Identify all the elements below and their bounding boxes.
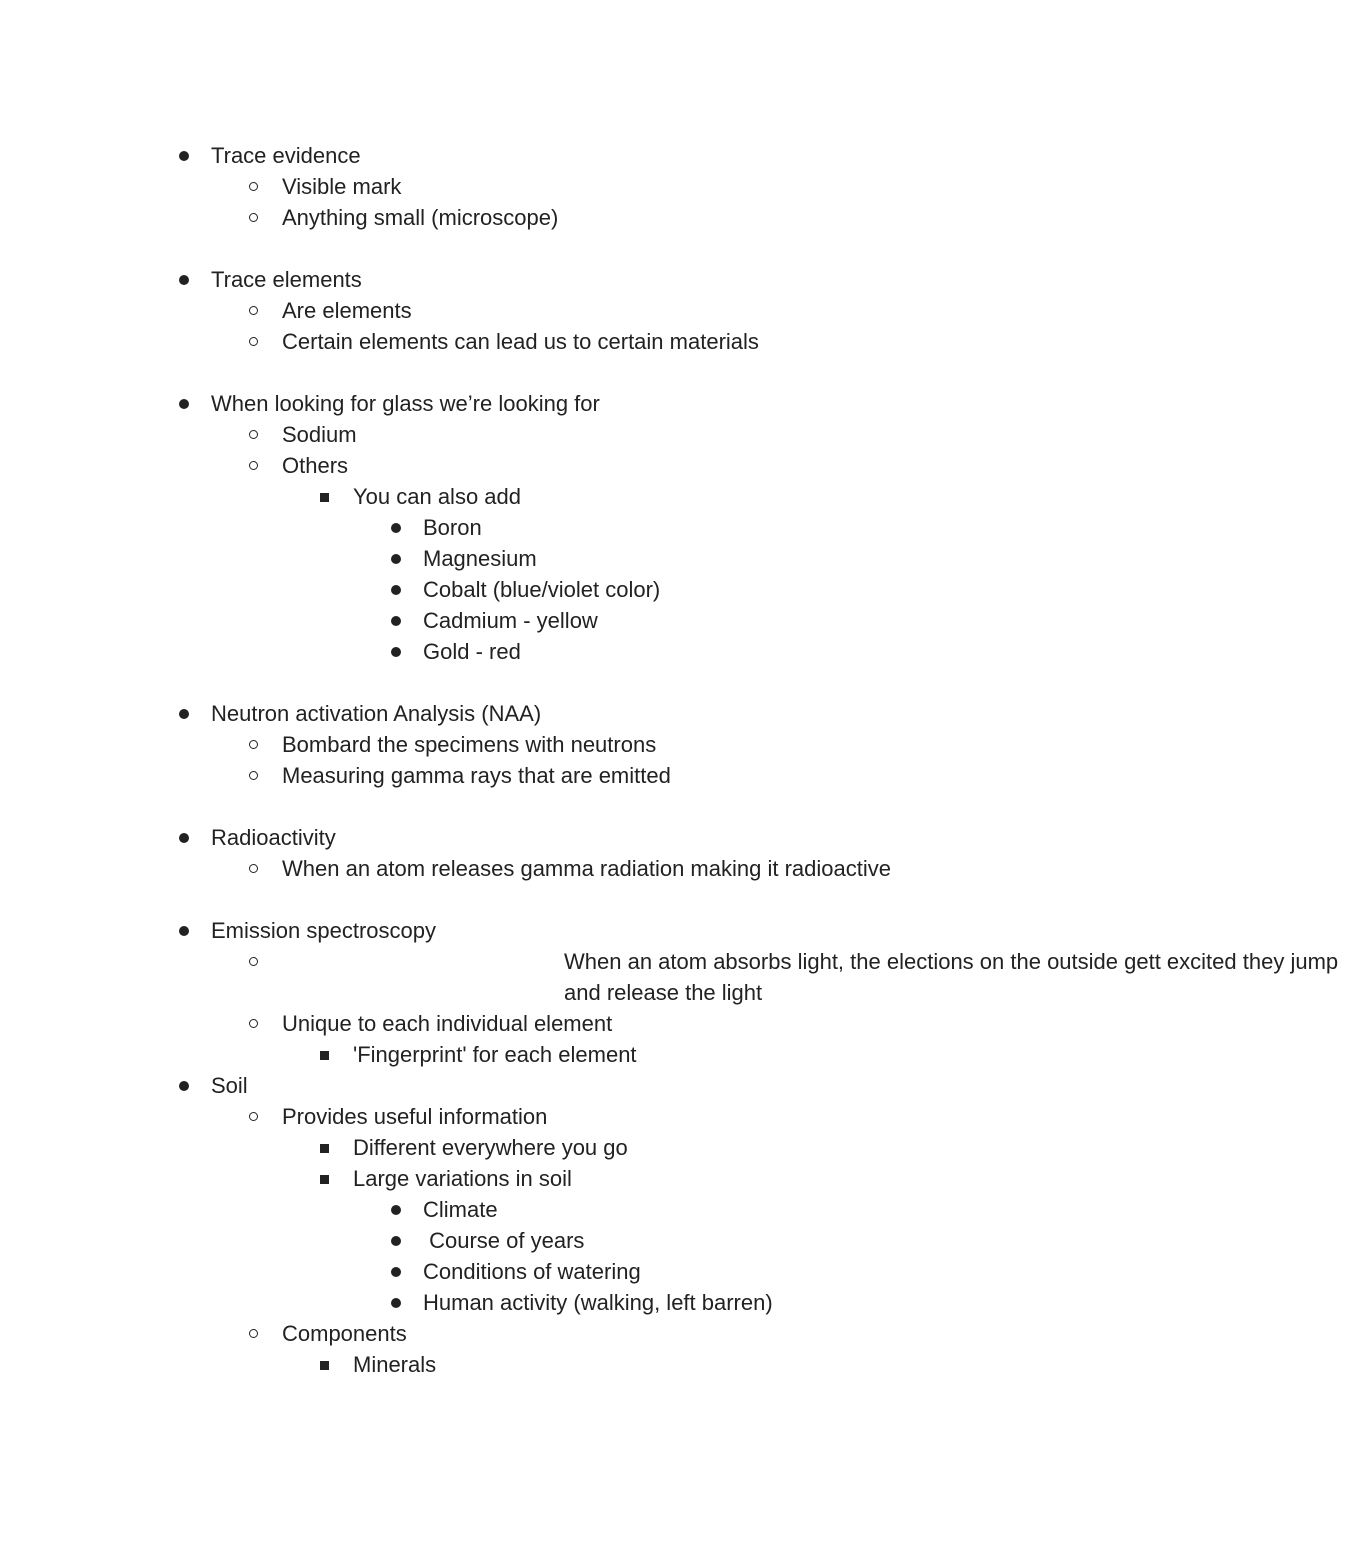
bullet-disc-icon bbox=[179, 833, 189, 843]
blank-line bbox=[0, 233, 1200, 264]
bullet-disc-icon bbox=[391, 616, 401, 626]
list-item bbox=[0, 450, 1200, 481]
bullet-disc-icon bbox=[179, 399, 189, 409]
list-item bbox=[0, 1287, 1200, 1318]
item-text: Soil bbox=[211, 1073, 248, 1098]
bullet-square-icon bbox=[320, 493, 329, 502]
item-text: Provides useful information bbox=[282, 1104, 548, 1129]
bullet-circle-icon bbox=[249, 740, 258, 749]
list-item bbox=[0, 729, 1200, 760]
bullet-square-icon bbox=[320, 1361, 329, 1370]
list-item bbox=[0, 1070, 1200, 1101]
item-text: Minerals bbox=[353, 1352, 437, 1377]
list-item bbox=[0, 1008, 1200, 1039]
bullet-disc-icon bbox=[179, 151, 189, 161]
bullet-circle-icon bbox=[249, 1112, 258, 1121]
list-item bbox=[0, 1318, 1200, 1349]
bullet-square-icon bbox=[320, 1144, 329, 1153]
item-text: Trace evidence bbox=[211, 143, 361, 168]
item-text: Boron bbox=[423, 515, 482, 540]
bullet-circle-icon bbox=[249, 1329, 258, 1338]
bullet-disc-icon bbox=[179, 275, 189, 285]
list-item bbox=[0, 822, 1200, 853]
bullet-circle-icon bbox=[249, 337, 258, 346]
bullet-disc-icon bbox=[391, 1298, 401, 1308]
bullet-circle-icon bbox=[249, 957, 258, 966]
item-text: Neutron activation Analysis (NAA) bbox=[211, 701, 542, 726]
list-item bbox=[0, 1163, 1200, 1194]
item-text: Bombard the specimens with neutrons bbox=[282, 732, 657, 757]
item-text: Measuring gamma rays that are emitted bbox=[282, 763, 671, 788]
list-item bbox=[0, 481, 1200, 512]
item-text: Cobalt (blue/violet color) bbox=[423, 577, 661, 602]
bullet-disc-icon bbox=[391, 523, 401, 533]
item-text: Different everywhere you go bbox=[353, 1135, 628, 1160]
bullet-disc-icon bbox=[391, 1236, 401, 1246]
bullet-circle-icon bbox=[249, 306, 258, 315]
list-item bbox=[0, 512, 1200, 543]
list-item bbox=[0, 1101, 1200, 1132]
item-text: Radioactivity bbox=[211, 825, 336, 850]
bullet-disc-icon bbox=[391, 1205, 401, 1215]
item-text: When an atom absorbs light, the elections on the outside gett excited they jump and release the light bbox=[564, 949, 1339, 1005]
list-item bbox=[0, 636, 1200, 667]
list-item bbox=[0, 1132, 1200, 1163]
bullet-disc-icon bbox=[391, 585, 401, 595]
bullet-disc-icon bbox=[391, 554, 401, 564]
item-text: Unique to each individual element bbox=[282, 1011, 613, 1036]
item-text: Components bbox=[282, 1321, 407, 1346]
bullet-square-icon bbox=[320, 1051, 329, 1060]
item-text: Others bbox=[282, 453, 349, 478]
list-item bbox=[0, 388, 1200, 419]
item-text: Sodium bbox=[282, 422, 357, 447]
bullet-circle-icon bbox=[249, 771, 258, 780]
item-text: Course of years bbox=[423, 1228, 585, 1253]
item-text: Certain elements can lead us to certain materials bbox=[282, 329, 759, 354]
item-text: Climate bbox=[423, 1197, 498, 1222]
list-item bbox=[0, 1039, 1200, 1070]
blank-line bbox=[0, 667, 1200, 698]
bullet-disc-icon bbox=[179, 1081, 189, 1091]
list-item bbox=[0, 1225, 1200, 1256]
item-text: 'Fingerprint' for each element bbox=[353, 1042, 637, 1067]
list-item bbox=[0, 853, 1200, 884]
item-text: Gold - red bbox=[423, 639, 521, 664]
bullet-circle-icon bbox=[249, 182, 258, 191]
blank-line bbox=[0, 791, 1200, 822]
item-text: Trace elements bbox=[211, 267, 362, 292]
list-item bbox=[0, 295, 1200, 326]
bullet-disc-icon bbox=[391, 1267, 401, 1277]
list-item bbox=[0, 264, 1200, 295]
bullet-disc-icon bbox=[179, 926, 189, 936]
bullet-circle-icon bbox=[249, 1019, 258, 1028]
item-text: Emission spectroscopy bbox=[211, 918, 436, 943]
item-text: Human activity (walking, left barren) bbox=[423, 1290, 773, 1315]
list-item bbox=[0, 1349, 1200, 1380]
list-item bbox=[0, 1256, 1200, 1287]
item-text: When looking for glass we’re looking for bbox=[211, 391, 600, 416]
list-item bbox=[0, 915, 1200, 946]
item-text: Anything small (microscope) bbox=[282, 205, 559, 230]
list-item bbox=[0, 202, 1200, 233]
item-text: Cadmium - yellow bbox=[423, 608, 598, 633]
item-text: Conditions of watering bbox=[423, 1259, 641, 1284]
list-item bbox=[0, 698, 1200, 729]
bullet-circle-icon bbox=[249, 864, 258, 873]
list-item bbox=[0, 1194, 1200, 1225]
list-item bbox=[0, 605, 1200, 636]
list-item bbox=[0, 419, 1200, 450]
bullet-circle-icon bbox=[249, 430, 258, 439]
item-text: Are elements bbox=[282, 298, 412, 323]
bullet-square-icon bbox=[320, 1175, 329, 1184]
list-item bbox=[0, 171, 1200, 202]
item-text: Large variations in soil bbox=[353, 1166, 572, 1191]
blank-line bbox=[0, 884, 1200, 915]
item-text: Magnesium bbox=[423, 546, 537, 571]
blank-line bbox=[0, 357, 1200, 388]
list-item bbox=[0, 543, 1200, 574]
list-item bbox=[0, 326, 1200, 357]
list-item bbox=[0, 574, 1200, 605]
list-item bbox=[0, 140, 1200, 171]
list-item bbox=[0, 760, 1200, 791]
item-text: When an atom releases gamma radiation making it radioactive bbox=[282, 856, 891, 881]
bullet-circle-icon bbox=[249, 461, 258, 470]
bullet-circle-icon bbox=[249, 213, 258, 222]
bullet-disc-icon bbox=[391, 647, 401, 657]
list-item bbox=[0, 946, 1339, 1008]
item-text: Visible mark bbox=[282, 174, 402, 199]
notes-outline bbox=[0, 140, 1339, 1380]
item-text: You can also add bbox=[353, 484, 521, 509]
bullet-disc-icon bbox=[179, 709, 189, 719]
